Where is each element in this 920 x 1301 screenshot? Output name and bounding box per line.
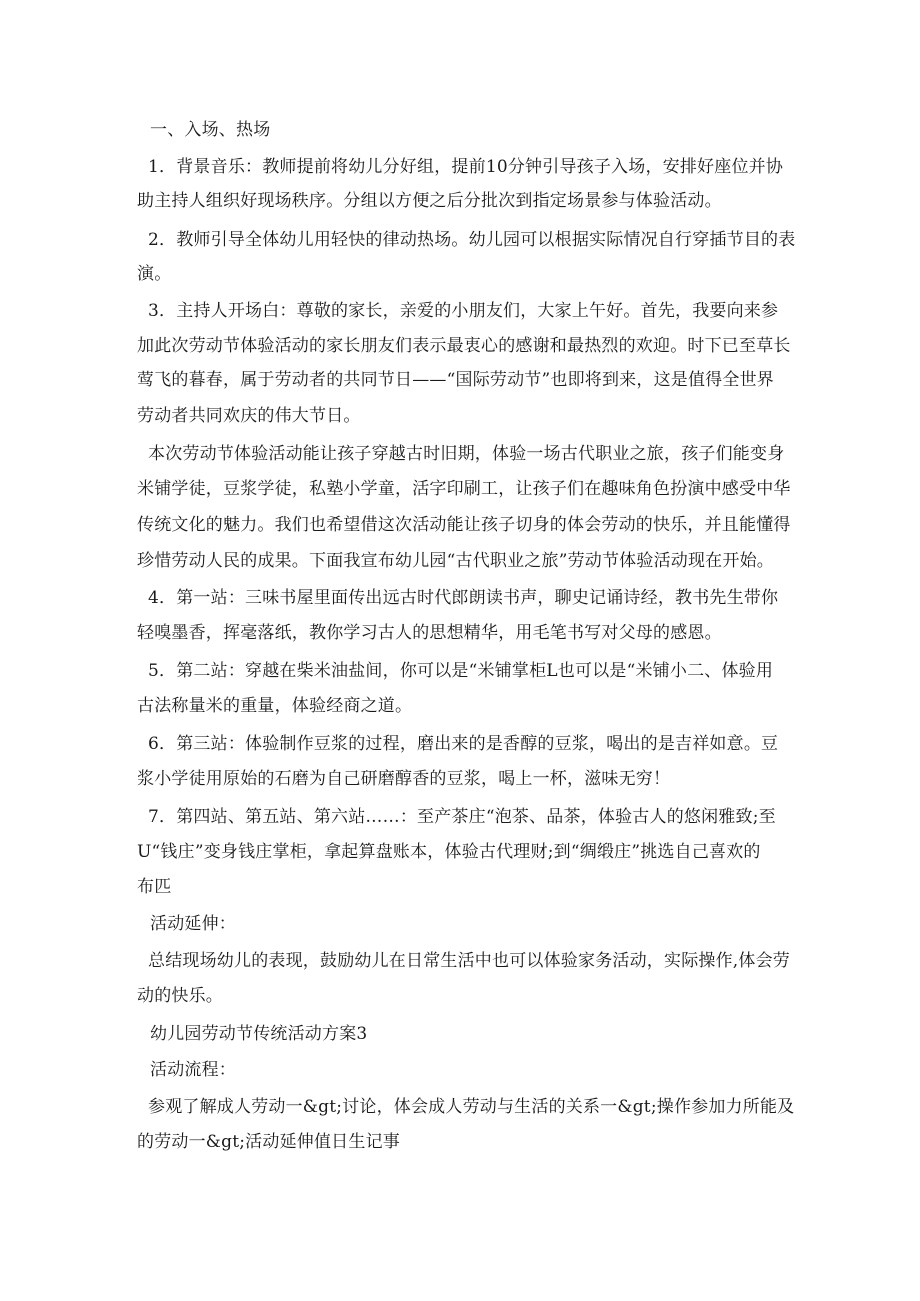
paragraph-line: 7．第四站、第五站、第六站……：至产茶庄“泡茶、品茶，体验古人的悠闲雅致;至 <box>148 807 776 827</box>
paragraph-line: 米铺学徒，豆浆学徒，私塾小学童，活字印刷工，让孩子们在趣味角色扮演中感受中华 <box>137 479 791 499</box>
paragraph-line: 珍惜劳动人民的成果。下面我宣布幼儿园“古代职业之旅”劳动节体验活动现在开始。 <box>137 551 774 571</box>
paragraph-line: 参观了解成人劳动一&gt;讨论，体会成人劳动与生活的关系一&gt;操作参加力所能及 <box>148 1097 795 1117</box>
paragraph-line: 莺飞的暮春，属于劳动者的共同节日——“国际劳动节”也即将到来，这是值得全世界 <box>137 370 774 390</box>
paragraph-line: 演。 <box>137 264 172 284</box>
paragraph-line: 布匹 <box>137 877 172 897</box>
paragraph-line: 4．第一站：三味书屋里面传出远古时代郎朗读书声，聊史记诵诗经，教书先生带你 <box>148 588 779 608</box>
paragraph-line: 1．背景音乐：教师提前将幼儿分好组，提前10分钟引导孩子入场，安排好座位并协 <box>148 157 784 177</box>
section-heading: 一、入场、热场 <box>150 120 271 140</box>
paragraph-line: 6．第三站：体验制作豆浆的过程，磨出来的是香醇的豆浆，喝出的是吉祥如意。豆 <box>148 734 779 754</box>
paragraph-line: 2．教师引导全体幼儿用轻快的律动热场。幼儿园可以根据实际情况自行穿插节目的表 <box>148 230 796 250</box>
paragraph-line: 劳动者共同欢庆的伟大节日。 <box>137 406 361 426</box>
paragraph-line: 本次劳动节体验活动能让孩子穿越古时旧期，体验一场古代职业之旅，孩子们能变身 <box>148 444 785 464</box>
paragraph-line: 浆小学徒用原始的石磨为自己研磨醇香的豆浆，喝上一杯，滋味无穷！ <box>137 769 671 789</box>
paragraph-line: 的劳动一&gt;活动延伸值日生记事 <box>137 1132 400 1152</box>
paragraph-line: 轻嗅墨香，挥毫落纸，教你学习古人的思想精华，用毛笔书写对父母的感恩。 <box>137 623 722 643</box>
paragraph-line: 古法称量米的重量，体验经商之道。 <box>137 696 413 716</box>
section-heading: 活动流程： <box>150 1060 236 1080</box>
paragraph-line: 加此次劳动节体验活动的家长朋友们表示最衷心的感谢和最热烈的欢迎。时下已至草长 <box>137 336 791 356</box>
paragraph-line: 助主持人组织好现场秩序。分组以方便之后分批次到指定场景参与体验活动。 <box>137 191 722 211</box>
paragraph-line: U“钱庄”变身钱庄掌柜，拿起算盘账本，体验古代理财;到“绸缎庄”挑选自己喜欢的 <box>137 842 761 862</box>
paragraph-line: 动的快乐。 <box>137 986 223 1006</box>
paragraph-line: 传统文化的魅力。我们也希望借这次活动能让孩子切身的体会劳动的快乐，并且能懂得 <box>137 515 791 535</box>
paragraph-line: 5．第二站：穿越在柴米油盐间，你可以是“米铺掌柜L也可以是“米铺小二、体验用 <box>148 661 774 681</box>
section-heading: 幼儿园劳动节传统活动方案3 <box>150 1024 368 1044</box>
paragraph-line: 总结现场幼儿的表现，鼓励幼儿在日常生活中也可以体验家务活动，实际操作,体会劳 <box>148 951 791 971</box>
paragraph-line: 3．主持人开场白：尊敬的家长，亲爱的小朋友们，大家上午好。首先，我要向来参 <box>148 301 779 321</box>
section-heading: 活动延伸： <box>150 914 236 934</box>
